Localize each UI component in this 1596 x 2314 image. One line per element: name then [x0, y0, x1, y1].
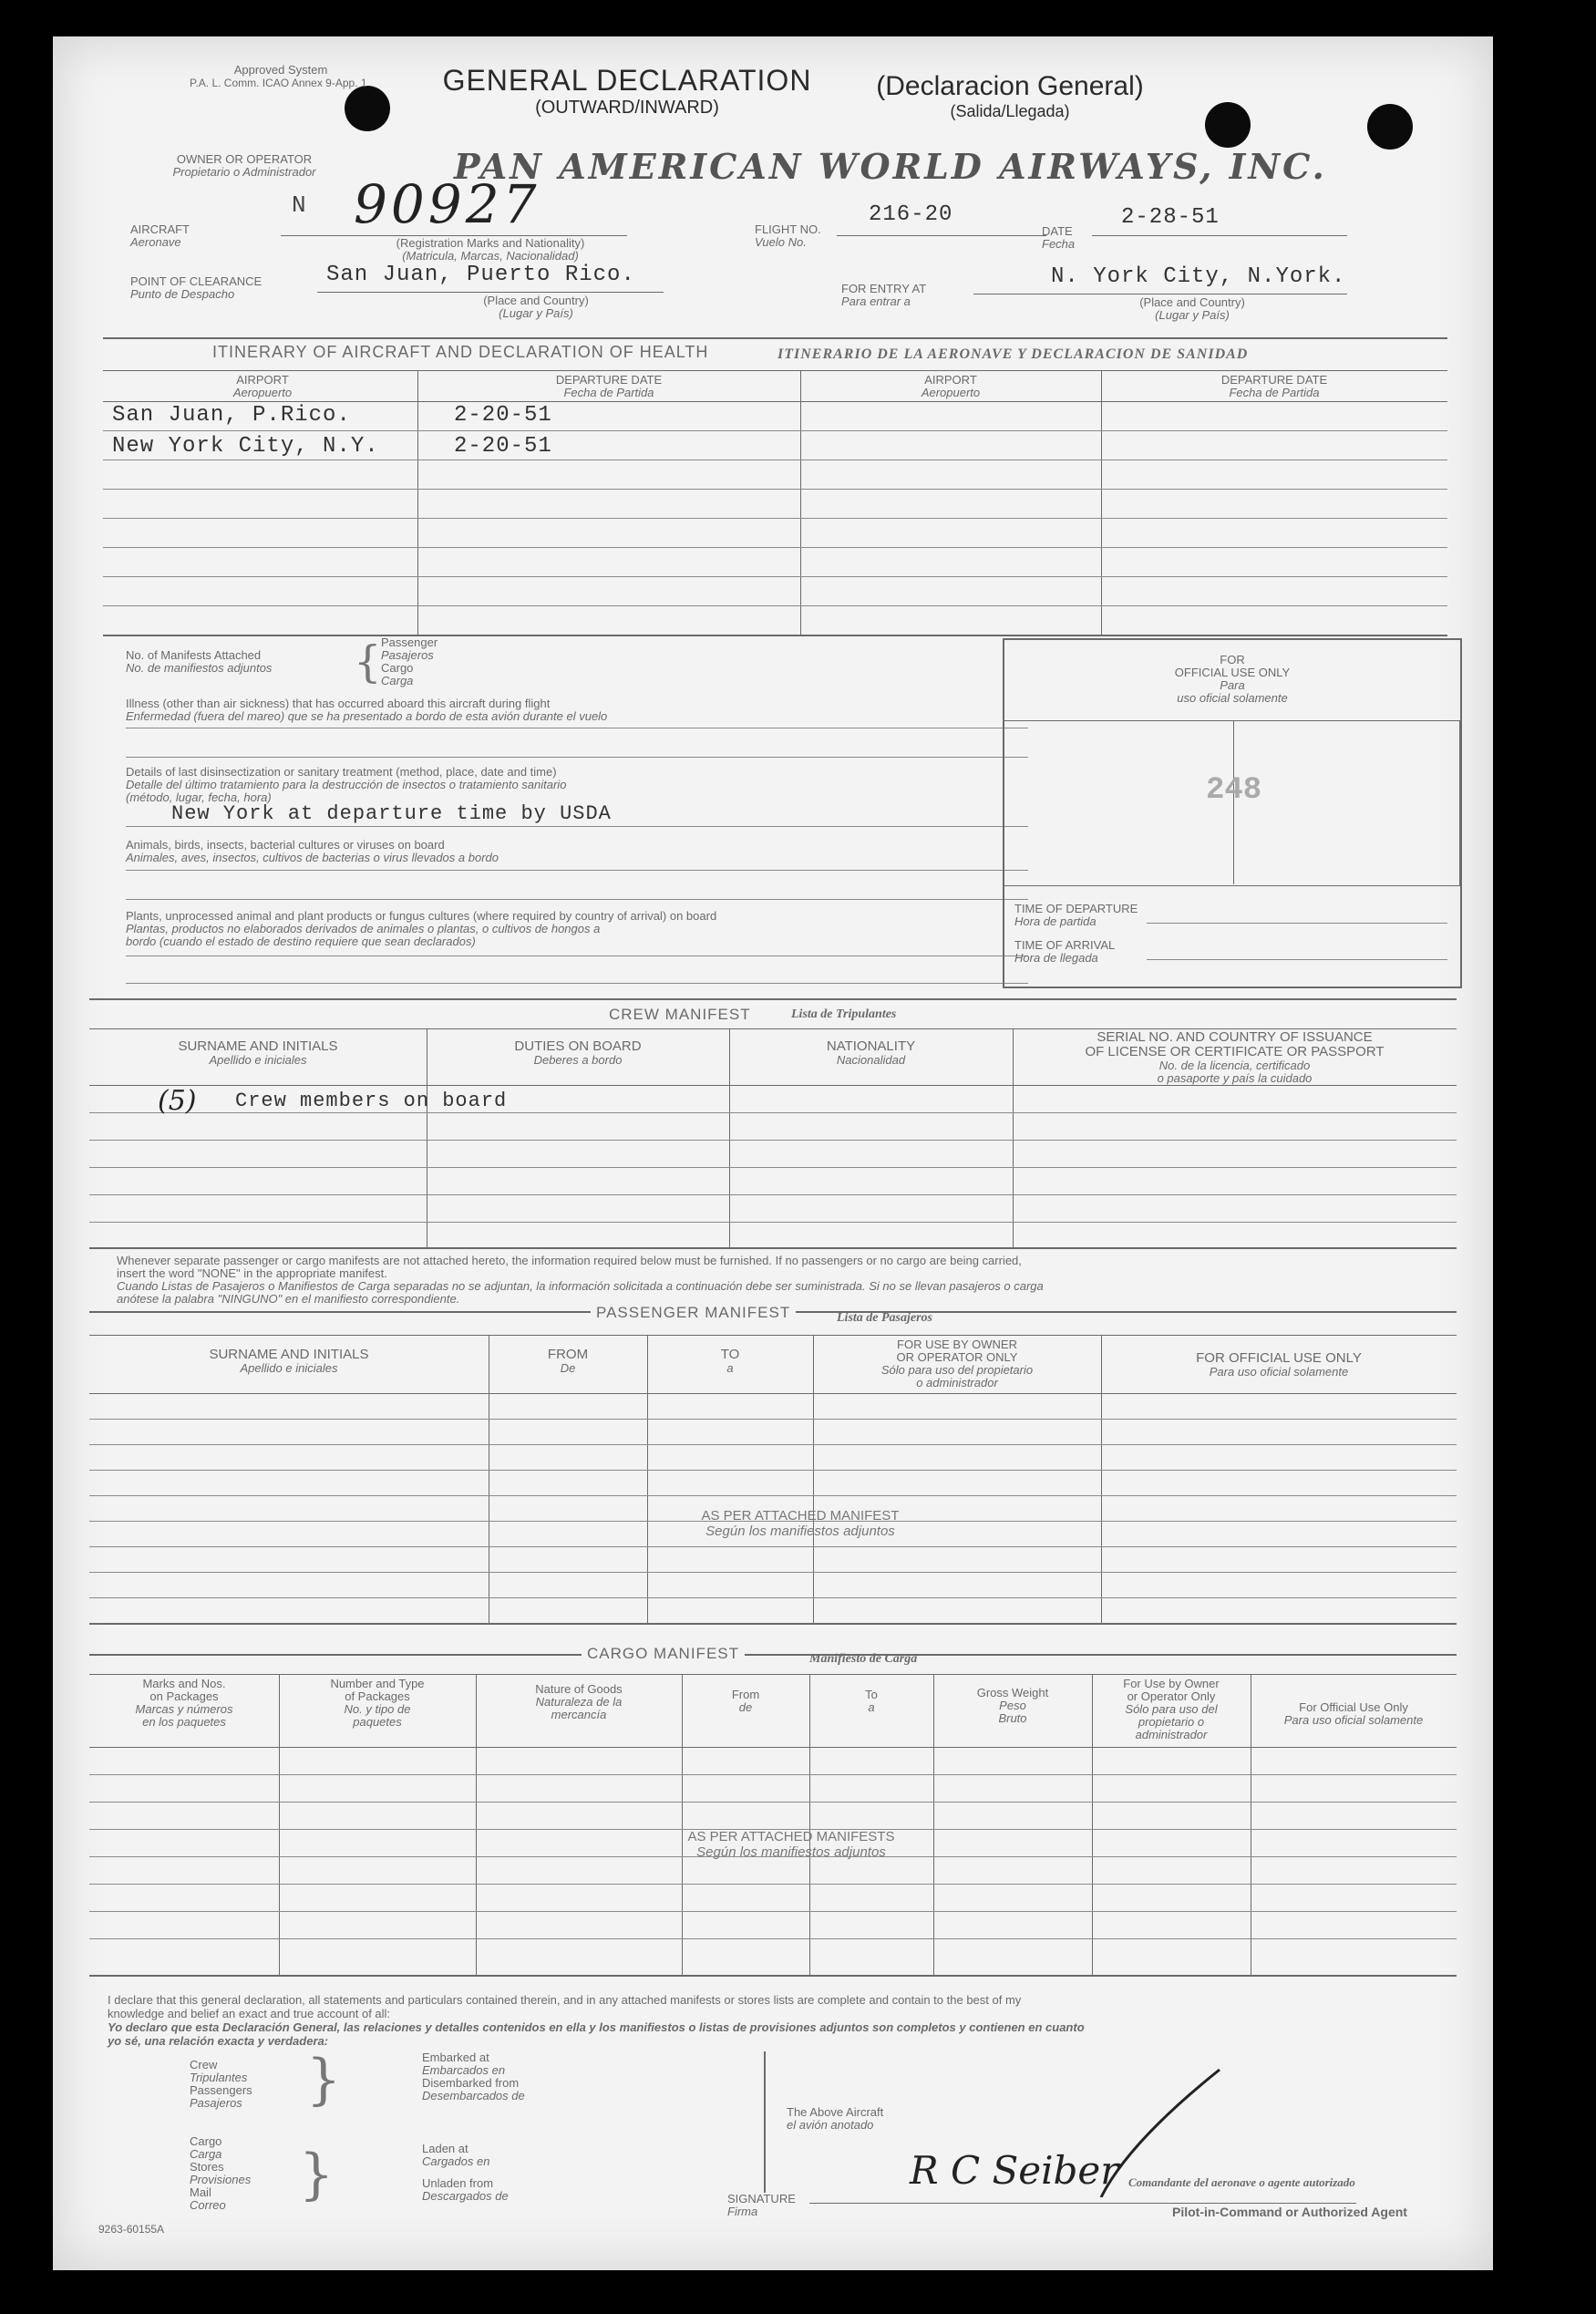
form-title-block — [427, 64, 828, 119]
manifest-items: Passenger Pasajeros Cargo Carga — [381, 635, 438, 687]
official-use-title: FOR OFFICIAL USE ONLY Para uso oficial solamente — [1174, 653, 1291, 705]
official-stamp-number: 248 — [1206, 773, 1262, 808]
punch-hole — [1367, 104, 1413, 150]
signature: R C Seiber — [910, 2148, 1119, 2193]
aircraft-label-block: AIRCRAFT Aeronave — [130, 222, 190, 249]
manifest-notice: Whenever separate passenger or cargo manifests are not attached hereto, the information required below must be furnished. If no passengers or no cargo are being carried, insert the word "NONE" in the appropriate manifest. Cuando Listas de Pasajeros o Manifiestos de Carga separadas no se adjuntan, la información solicitada a continuación debe ser suministrada. Si no se llevan pasajeros o carga anótese la palabra "NINGUNO" en el manifiesto correspondiente. — [117, 1254, 1044, 1306]
itinerary-col-airport-2: AIRPORT Aeropuerto — [921, 373, 981, 399]
form-title: GENERAL DECLARATION — [442, 64, 812, 97]
pic-label-es: Comandante del aeronave o agente autorizado — [1128, 2175, 1355, 2189]
manifests-label: No. of Manifests Attached No. de manifiestos adjuntos — [126, 648, 273, 675]
passenger-col-official: FOR OFFICIAL USE ONLY Para uso oficial solamente — [1196, 1350, 1362, 1379]
disinsect-label: Details of last disinsectization or sanitary treatment (method, place, date and time) Detalle del último tratamiento para la destrucción de insectos o tratamiento sanitario (método, lugar, fecha, hora) — [126, 765, 567, 804]
crew-entry: Crew members on board — [235, 1090, 508, 1112]
pic-label: Pilot-in-Command or Authorized Agent — [1172, 2205, 1407, 2219]
illness-label: Illness (other than air sickness) that has occurred aboard this aircraft during flight Enfermedad (fuera del mareo) que se ha presentado a bordo de esta avión durante el vuelo — [126, 697, 608, 723]
passenger-heading: PASSENGER MANIFEST — [591, 1304, 796, 1322]
passenger-heading-es: Lista de Pasajeros — [837, 1311, 932, 1325]
form-title-es: (Declaracion General) — [876, 71, 1144, 101]
crew-count: (5) — [158, 1085, 197, 1117]
crew-heading: CREW MANIFEST — [609, 1006, 751, 1023]
aircraft-registration: 90927 — [354, 173, 541, 235]
owner-value: PAN AMERICAN WORLD AIRWAYS, INC. — [454, 146, 1327, 187]
passenger-col-name: SURNAME AND INITIALS Apellido e iniciales — [209, 1347, 369, 1375]
disinsect-value: New York at departure time by USDA — [171, 802, 612, 825]
entry-label-block: FOR ENTRY AT Para entrar a — [841, 282, 927, 308]
approval-note: Approved System P.A. L. Comm. ICAO Annex 9-App. 1 — [190, 63, 367, 89]
aircraft-prefix: N — [292, 191, 306, 219]
passenger-col-to: TO a — [720, 1347, 740, 1375]
animals-label: Animals, birds, insects, bacterial cultures or viruses on board Animales, aves, insectos, cultivos de bacterias o virus llevados a bordo — [126, 838, 499, 864]
cargo-heading: CARGO MANIFEST — [582, 1645, 745, 1663]
itinerary-col-airport-1: AIRPORT Aeropuerto — [232, 373, 293, 399]
itinerary-col-departure-2: DEPARTURE DATE Fecha de Partida — [1220, 373, 1328, 399]
crew-col-name: SURNAME AND INITIALS Apellido e iniciales — [178, 1038, 338, 1067]
declaration-group-goods: Cargo Carga Stores Provisiones Mail Correo — [190, 2134, 252, 2212]
itinerary-row-date: 2-20-51 — [454, 403, 552, 428]
time-departure-label: TIME OF DEPARTURE Hora de partida — [1014, 902, 1138, 928]
declaration-date: 2-28-51 — [1121, 205, 1220, 230]
declaration-statement: I declare that this general declaration, all statements and particulars contained therein, and in any attached manifests or stores lists are complete and contain to the best of my knowledge and belief an exact and true account of all: Yo declaro que esta Declaración General, las relaciones y detalles contenidos en ella y los manifiestos o listas de provisiones adjuntos son completos y contienen en cuanto yo sé, una relación exacta y verdadera: — [108, 1993, 1085, 2048]
entry-value: N. York City, N.York. — [1051, 264, 1346, 289]
time-arrival-label: TIME OF ARRIVAL Hora de llegada — [1014, 938, 1116, 965]
cargo-col-official: For Official Use Only Para uso oficial solamente — [1283, 1700, 1424, 1727]
cargo-stamp: AS PER ATTACHED MANIFESTS Según los manifiestos adjuntos — [687, 1829, 895, 1860]
form-subtitle: (OUTWARD/INWARD) — [535, 98, 719, 118]
aircraft-sub: (Registration Marks and Nationality) (Matricula, Marcas, Nacionalidad) — [396, 236, 585, 263]
passenger-stamp: AS PER ATTACHED MANIFEST Según los manifiestos adjuntos — [701, 1508, 900, 1539]
form-number: 9263-60155A — [98, 2223, 165, 2236]
signature-label: SIGNATURE Firma — [727, 2192, 796, 2218]
cargo-col-nature: Nature of Goods Naturaleza de la mercancía — [535, 1682, 623, 1721]
entry-sub: (Place and Country) (Lugar y País) — [1139, 295, 1245, 322]
flight-number: 216-20 — [869, 202, 953, 227]
clearance-sub: (Place and Country) (Lugar y País) — [483, 294, 589, 320]
owner-label-block: OWNER OR OPERATOR Propietario o Administrador — [172, 152, 316, 179]
passenger-col-from: FROM De — [547, 1347, 589, 1375]
crew-heading-es: Lista de Tripulantes — [791, 1007, 897, 1021]
itinerary-heading-es: ITINERARIO DE LA AERONAVE Y DECLARACION DE SANIDAD — [777, 346, 1249, 362]
cargo-heading-es: Manifiesto de Carga — [809, 1652, 918, 1666]
crew-col-nationality: NATIONALITY Nacionalidad — [826, 1038, 916, 1067]
cargo-col-from: From de — [731, 1688, 760, 1714]
cargo-col-marks: Marks and Nos. on Packages Marcas y números en los paquetes — [135, 1677, 233, 1729]
form-subtitle-es: (Salida/Llegada) — [950, 102, 1070, 120]
above-aircraft: The Above Aircraft el avión anotado — [787, 2105, 884, 2132]
itinerary-row-date: 2-20-51 — [454, 434, 552, 459]
declaration-group-people-places: Embarked at Embarcados en Disembarked from Desembarcados de — [422, 2051, 525, 2102]
passenger-col-owner: FOR USE BY OWNER OR OPERATOR ONLY Sólo para uso del propietario o administrador — [880, 1338, 1034, 1389]
declaration-group-people: Crew Tripulantes Passengers Pasajeros — [190, 2058, 252, 2110]
clearance-value: San Juan, Puerto Rico. — [326, 263, 635, 287]
cargo-col-number: Number and Type of Packages No. y tipo de paquetes — [330, 1677, 425, 1729]
cargo-col-weight: Gross Weight Peso Bruto — [976, 1686, 1049, 1725]
crew-col-license: SERIAL NO. AND COUNTRY OF ISSUANCE OF LICENSE OR CERTIFICATE OR PASSPORT No. de la licencia, certificado o pasaporte y país la cuidado — [1085, 1029, 1385, 1085]
date-label-block: DATE Fecha — [1042, 224, 1076, 251]
clearance-label-block: POINT OF CLEARANCE Punto de Despacho — [130, 274, 263, 301]
itinerary-row-airport: New York City, N.Y. — [112, 434, 379, 459]
punch-hole — [1205, 102, 1251, 148]
declaration-form: Approved System P.A. L. Comm. ICAO Annex 9-App. 1 GENERAL DECLARATION (OUTWARD/INWARD) (Declaracion General) (Salida/Llegada) OWNER OR OPERATOR Propietario o Administrador PAN AMERICAN WORLD AIRWAYS, INC. AIRCRAFT Aeronave N 90927 (Registration Marks and Nationality) (Matricula, Marcas, Nacionalidad) FLIGHT NO. Vuelo No. 216-20 DATE Fecha 2-28-51 POINT OF CLEARANCE Punto de Despacho San Juan, Puerto Rico. (Place and Country) (Lugar y País) FOR ENTRY AT Para entrar a N. York City, N.York. (Place and Country) (Lugar y País) ITINERARY OF AIRCRAFT AND DECLARATION OF HEALTH ITINERARIO DE LA AERONAVE Y DECLARACION DE SANIDAD AIRPORT Aeropuerto DEPARTURE DATE Fecha de Partida AIRPORT Aeropuerto DEPARTURE DATE Fecha de Partida San Juan, P.Rico. 2-20-51 New York City, N.Y. 2-20-51 No. of Manifests Attached No. de manifiestos adjuntos { Passenger Pasajeros Cargo Carga Illness (other than air sickness) that has occurred aboard this aircraft during flight Enfermedad (fuera del mareo) que se ha presentado a bordo de esta avión durante el vuelo Details of last disinsectization or sanitary treatment (method, place, date and time) Detalle del último tratamiento para la destrucción de insectos o tratamiento sanitario (método, lugar, fecha, hora) New York at departure time by USDA Animals, birds, insects, bacterial cultures or viruses on board Animales, aves, insectos, cultivos de bacterias o virus llevados a bordo Plants, unprocessed animal and plant products or fungus cultures (where required by country of arrival) on board Plantas, productos no elaborados derivados de animales o plantas, o cultivos de hongos a bordo (cuando el estado de destino requiere que sean declarados) FOR OFFICIAL USE ONLY Para uso oficial solamente 248 TIME OF DEPARTURE Hora de partida TIME OF ARRIVAL Hora de llegada CREW MANIFEST Lista de Tripulantes SURNAME AND INITIALS Apellido e iniciales DUTIES ON BOARD Deberes a bordo NATIONALITY Nacionalidad SERIAL NO. AND COUNTRY OF ISSUANCE OF LICENSE OR CERTIFICATE OR PASSPORT No. de la licencia, certificado o pasaporte y país la cuidado (5) Crew members on board Whenever separate passenger or cargo manifests are not attached hereto, the information required below must be furnished. If no passengers or no cargo are being carried, insert the word "NONE" in the appropriate manifest. Cuando Listas de Pasajeros o Manifiestos de Carga separadas no se adjuntan, la información solicitada a continuación debe ser suministrada. Si no se llevan pasajeros o carga anótese la palabra "NINGUNO" en el manifiesto correspondiente. PASSENGER MANIFEST Lista de Pasajeros SURNAME AND INITIALS Apellido e iniciales FROM De TO a FOR USE BY OWNER OR OPERATOR ONLY Sólo para uso del propietario o administrador FOR OFFICIAL USE ONLY Para uso oficial solamente AS PER ATTACHED MANIFEST Según los manifiestos adjuntos CARGO MANIFEST Manifiesto de Carga Marks and Nos. on Packages Marcas y números en los paquetes Number and Type of Packages No. y tipo de paquetes Nature of Goods Naturaleza de la mercancía From de To a Gross Weight Peso Bruto For Use by Owner or Operator Only Sólo para uso del propietario o administrador For Official Use Only Para uso oficial solamente AS PER ATTACHED MANIFESTS Según los manifiestos adjuntos I declare that this general declaration, all statements and particulars contained therein, and in any attached manifests or stores lists are complete and contain to the best of my knowledge and belief an exact and true account of all: Yo declaro que esta Declaración General, las relaciones y detalles contenidos en ella y los manifiestos o listas de provisiones adjuntos son completos y contienen en cuanto yo sé, una relación exacta y verdadera: Crew Tripulantes Passengers Pasajeros } Embarked at Embarcados en Disembarked from Desembarcados de Cargo Carga Stores Provisiones Mail Correo } Laden at Cargados en Unladen from Descargados de The Above Aircraft el avión anotado R C Seiber SIGNATURE Firma Comandante del aeronave o agente autorizado Pilot-in-Command or Authorized Agent 9263-60155A — [53, 36, 1493, 2270]
crew-col-duties: DUTIES ON BOARD Deberes a bordo — [514, 1038, 642, 1067]
flight-label-block: FLIGHT NO. Vuelo No. — [755, 222, 821, 249]
itinerary-heading: ITINERARY OF AIRCRAFT AND DECLARATION OF HEALTH — [212, 343, 709, 361]
plants-label: Plants, unprocessed animal and plant products or fungus cultures (where required by country of arrival) on board Plantas, productos no elaborados derivados de animales o plantas, o cultivos de hongos a bordo (cuando el estado de destino requiere que sean declarados) — [126, 909, 717, 948]
itinerary-row-airport: San Juan, P.Rico. — [112, 403, 351, 428]
cargo-col-owner: For Use by Owner or Operator Only Sólo para uso del propietario o administrador — [1123, 1677, 1220, 1741]
itinerary-col-departure-1: DEPARTURE DATE Fecha de Partida — [555, 373, 663, 399]
form-title-es-block — [837, 71, 1183, 121]
cargo-col-to: To a — [865, 1688, 878, 1714]
punch-hole — [345, 86, 390, 131]
declaration-group-goods-places: Laden at Cargados en Unladen from Descargados de — [422, 2142, 509, 2203]
